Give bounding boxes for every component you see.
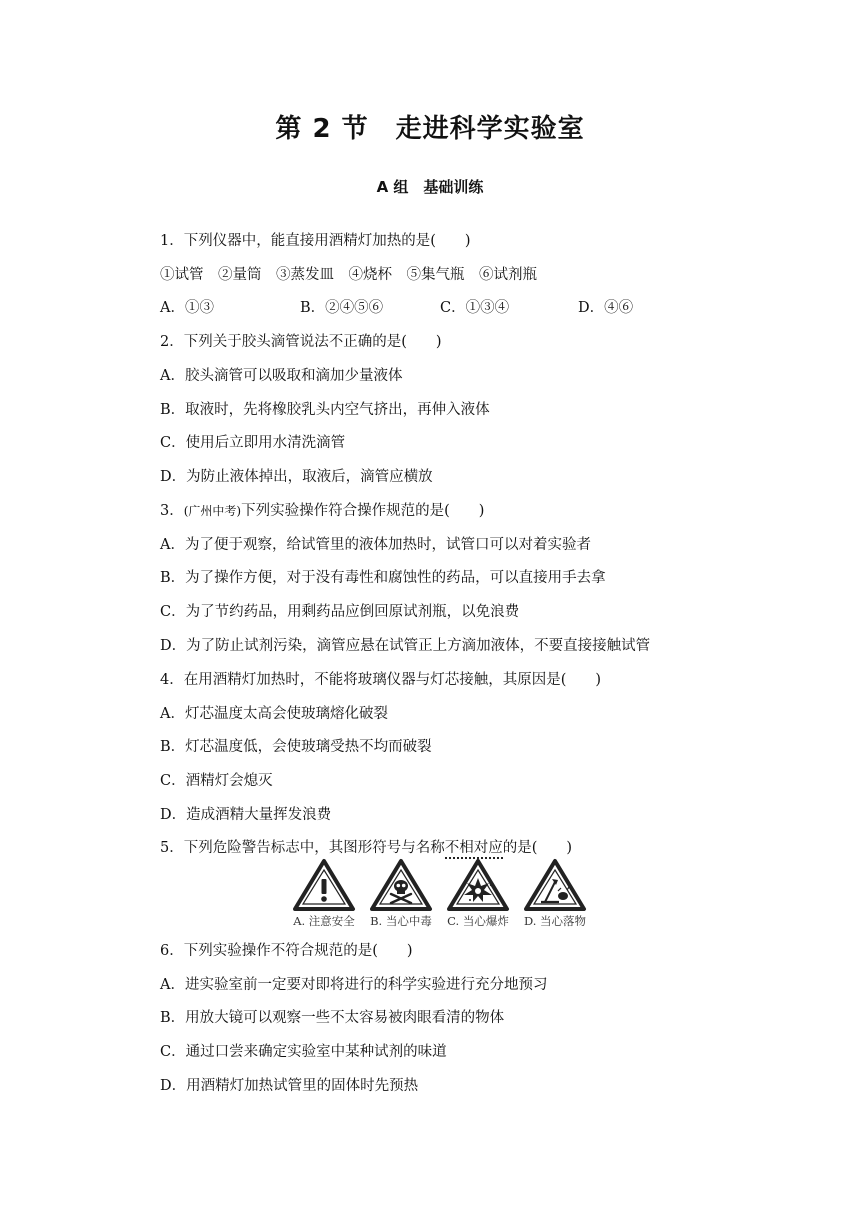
question-6-option-d: D．用酒精灯加热试管里的固体时先预热 xyxy=(160,1078,419,1094)
question-2-stem: 2．下列关于胶头滴管说法不正确的是( ) xyxy=(160,334,442,350)
question-3-stem xyxy=(160,501,484,521)
question-1-option-b: B．②④⑤⑥ xyxy=(300,300,384,316)
question-3-option-a: A．为了便于观察，给试管里的液体加热时，试管口可以对着实验者 xyxy=(160,537,591,553)
exclamation-warning-icon xyxy=(292,858,356,912)
question-3-option-b: B．为了操作方便，对于没有毒性和腐蚀性的药品，可以直接用手去拿 xyxy=(160,570,606,586)
question-3-option-d: D．为了防止试剂污染，滴管应悬在试管正上方滴加液体，不要直接接触试管 xyxy=(160,638,651,654)
question-3-number: 3． xyxy=(160,503,184,519)
warning-sign-c-label: C. 当心爆炸 xyxy=(447,914,509,928)
warning-sign-c xyxy=(440,858,516,934)
question-3-stem-text: 下列实验操作符合操作规范的是( ) xyxy=(241,503,485,519)
falling-object-icon xyxy=(523,858,587,912)
question-3-option-c: C．为了节约药品，用剩药品应倒回原试剂瓶，以免浪费 xyxy=(160,604,520,620)
question-6-option-c: C．通过口尝来确定实验室中某种试剂的味道 xyxy=(160,1044,447,1060)
question-1-option-a: A．①③ xyxy=(160,300,214,316)
question-4-stem: 4．在用酒精灯加热时，不能将玻璃仪器与灯芯接触，其原因是( ) xyxy=(160,672,602,688)
question-4-option-a: A．灯芯温度太高会使玻璃熔化破裂 xyxy=(160,706,388,722)
question-2-option-b: B．取液时，先将橡胶乳头内空气挤出，再伸入液体 xyxy=(160,402,490,418)
question-6-option-b: B．用放大镜可以观察一些不太容易被肉眼看清的物体 xyxy=(160,1010,505,1026)
warning-signs-figure xyxy=(286,858,594,934)
question-4-option-d: D．造成酒精大量挥发浪费 xyxy=(160,807,332,823)
question-5-emphasis: 不相对应 xyxy=(445,840,503,859)
question-6-stem: 6．下列实验操作不符合规范的是( ) xyxy=(160,943,413,959)
skull-poison-icon xyxy=(369,858,433,912)
warning-sign-a-label: A. 注意安全 xyxy=(293,914,355,928)
warning-sign-d xyxy=(517,858,593,934)
question-1-stem: 1．下列仪器中，能直接用酒精灯加热的是( ) xyxy=(160,233,471,249)
warning-sign-b xyxy=(363,858,439,934)
question-3-source: (广州中考) xyxy=(183,504,242,518)
page-title: 第 2 节 走进科学实验室 xyxy=(275,114,585,144)
explosion-icon xyxy=(446,858,510,912)
question-5-stem xyxy=(160,838,572,858)
question-4-option-b: B．灯芯温度低，会使玻璃受热不均而破裂 xyxy=(160,739,432,755)
question-4-option-c: C．酒精灯会熄灭 xyxy=(160,773,273,789)
question-6-option-a: A．进实验室前一定要对即将进行的科学实验进行充分地预习 xyxy=(160,977,548,993)
warning-sign-a xyxy=(286,858,362,934)
question-1-option-d: D．④⑥ xyxy=(578,300,634,316)
question-5-stem-pre: 5．下列危险警告标志中，其图形符号与名称 xyxy=(160,840,445,856)
warning-sign-d-label: D. 当心落物 xyxy=(523,914,587,928)
question-1-items: ①试管 ②量筒 ③蒸发皿 ④烧杯 ⑤集气瓶 ⑥试剂瓶 xyxy=(160,267,537,283)
question-1-option-c: C．①③④ xyxy=(440,300,510,316)
question-2-option-d: D．为防止液体掉出，取液后，滴管应横放 xyxy=(160,469,433,485)
question-2-option-c: C．使用后立即用水清洗滴管 xyxy=(160,435,346,451)
warning-sign-b-label: B. 当心中毒 xyxy=(370,914,432,928)
question-5-stem-post: 的是( ) xyxy=(502,840,573,856)
question-1-options xyxy=(160,298,680,318)
section-heading: A 组 基础训练 xyxy=(376,178,484,196)
question-2-option-a: A．胶头滴管可以吸取和滴加少量液体 xyxy=(160,368,403,384)
